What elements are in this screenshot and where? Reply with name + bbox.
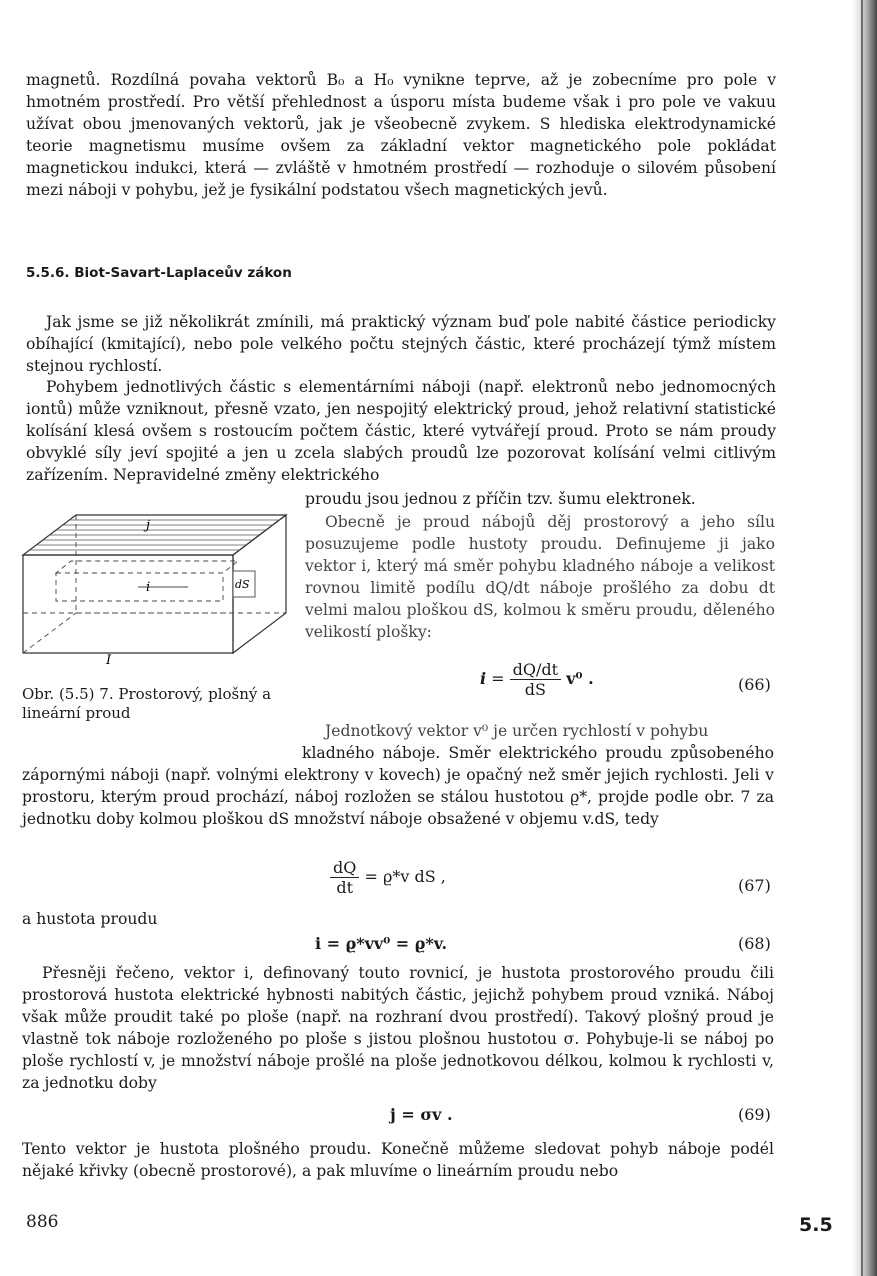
equation-66: i = $\frac{dQ/dt}{dS}$ v⁰ . [480, 660, 594, 699]
paragraph-2: Pohybem jednotlivých částic s elementárními náboji (např. elektronů nebo jednomocných iontů) může vzniknout, přesně vzato, jen nespojitý elektrický proud, jehož relativní statistické kolísání klesá ovšem s rostoucím počtem částic, které vytvářejí proud. Proto se nám proudy obvyklé síly jeví spojité a jen u zcela slabých proudů lze pozorovat kolísání velmi citlivým zařízením. Nepravidelné změny elektrického [26, 378, 776, 484]
paragraph-4-start: Jednotkový vektor v⁰ je určen rychlostí v pohybu [325, 722, 709, 740]
figure-caption: Obr. (5.5) 7. Prostorový, plošný a lineární proud [22, 685, 272, 722]
equation-67-number: (67) [738, 876, 771, 895]
equation-68-number: (68) [738, 934, 771, 953]
current-lines-top [29, 520, 280, 550]
eq66-rhs: v⁰ . [566, 669, 594, 688]
paragraph-4: kladného náboje. Směr elektrického proudu způsobeného zápornými náboji (např. volnými elektrony v kovech) je opačný než směr jejich rychlosti. Jeli v prostoru, kterým proud prochází, náboj rozložen se stálou hustotou ϱ*, projde podle obr. 7 za jednotku doby kolmou ploškou dS množství náboje obsažené v objemu v.dS, tedy [22, 744, 774, 828]
eq67-num: dQ [330, 858, 359, 878]
eq66-lhs: i [480, 669, 487, 688]
equation-67 [330, 858, 446, 897]
fig-label-i: i [146, 580, 151, 595]
block-front-face [23, 555, 233, 653]
figure-current-block [18, 505, 294, 665]
section-marker: 5.5 [799, 1214, 833, 1236]
eq67-den: dt [336, 878, 354, 897]
top-paragraph: magnetů. Rozdílná povaha vektorů B₀ a H₀ vynikne teprve, až je zobecníme pro pole v hmotném prostředí. Pro větší přehlednost a úsporu místa budeme však i pro pole ve vakuu užívat obou jmenovaných vektorů, jak je všeobecně zvykem. S hlediska elektrodynamické teorie magnetismu musíme ovšem za základní vektor magnetického pole pokládat magnetickou indukci, která — zvláště v hmotném prostředí — rozhoduje o silovém působení mezi náboji v pohybu, jež je fysikální podstatou všech magnetických jevů. [26, 71, 776, 199]
paragraph-5: Přesněji řečeno, vektor i, definovaný touto rovnicí, je hustota prostorového proudu čili prostorová hustota elektrické hybnosti nabitých částic, jejichž pohybem proud vzniká. Náboj však může proudit také po ploše (např. na rozhraní dvou prostředí). Takový plošný proud je vlastně tok náboje rozloženého po ploše s jistou plošnou hustotou σ. Pohybuje-li se náboj po ploše rychlostí v, je množství náboje prošlé na ploše jednotkovou délkou, kolmou k rychlosti v, za jednotku doby [22, 964, 774, 1092]
equation-69-number: (69) [738, 1105, 771, 1124]
page-edge-line [861, 0, 863, 1276]
eq67-fraction [330, 858, 359, 897]
eq66-num: dQ/dt [510, 660, 561, 680]
equation-66-number: (66) [738, 675, 771, 694]
eq66-fraction [510, 660, 561, 699]
between-text: a hustota proudu [22, 910, 158, 928]
paragraph-6: Tento vektor je hustota plošného proudu. Konečně můžeme sledovat pohyb náboje podél nějaké křivky (obecně prostorové), a pak mluvíme o lineárním proudu nebo [22, 1140, 774, 1180]
section-heading: 5.5.6. Biot-Savart-Laplaceův zákon [26, 265, 292, 281]
fig-label-j: j [146, 518, 151, 533]
equation-68: i = ϱ*vv⁰ = ϱ*v. [315, 934, 448, 953]
page-number: 886 [26, 1212, 59, 1232]
page-edge-shadow [851, 0, 877, 1276]
eq66-den: dS [524, 680, 546, 699]
fig-label-ds: dS [235, 578, 250, 591]
paragraph-3: Obecně je proud nábojů děj prostorový a jeho sílu posuzujeme podle hustoty proudu. Definujeme ji jako vektor i, který má směr pohybu kladného náboje a velikost rovnou limitě podílu dQ/dt náboje prošlého za dobu dt velmi malou ploškou dS, kolmou k směru proudu, děleného velikostí plošky: [305, 513, 775, 641]
equation-69: j = σv . [390, 1105, 453, 1124]
paragraph-1: Jak jsme se již několikrát zmínili, má praktický význam buď pole nabité částice periodicky obíhající (kmitající), nebo pole velkého počtu stejných částic, které procházejí týmž místem stejnou rychlostí. [26, 313, 776, 375]
paragraph-2-end: proudu jsou jednou z příčin tzv. šumu elektronek. [305, 490, 696, 508]
fig-label-I: I [106, 653, 112, 665]
eq67-rhs: = ϱ*v dS , [364, 867, 446, 886]
